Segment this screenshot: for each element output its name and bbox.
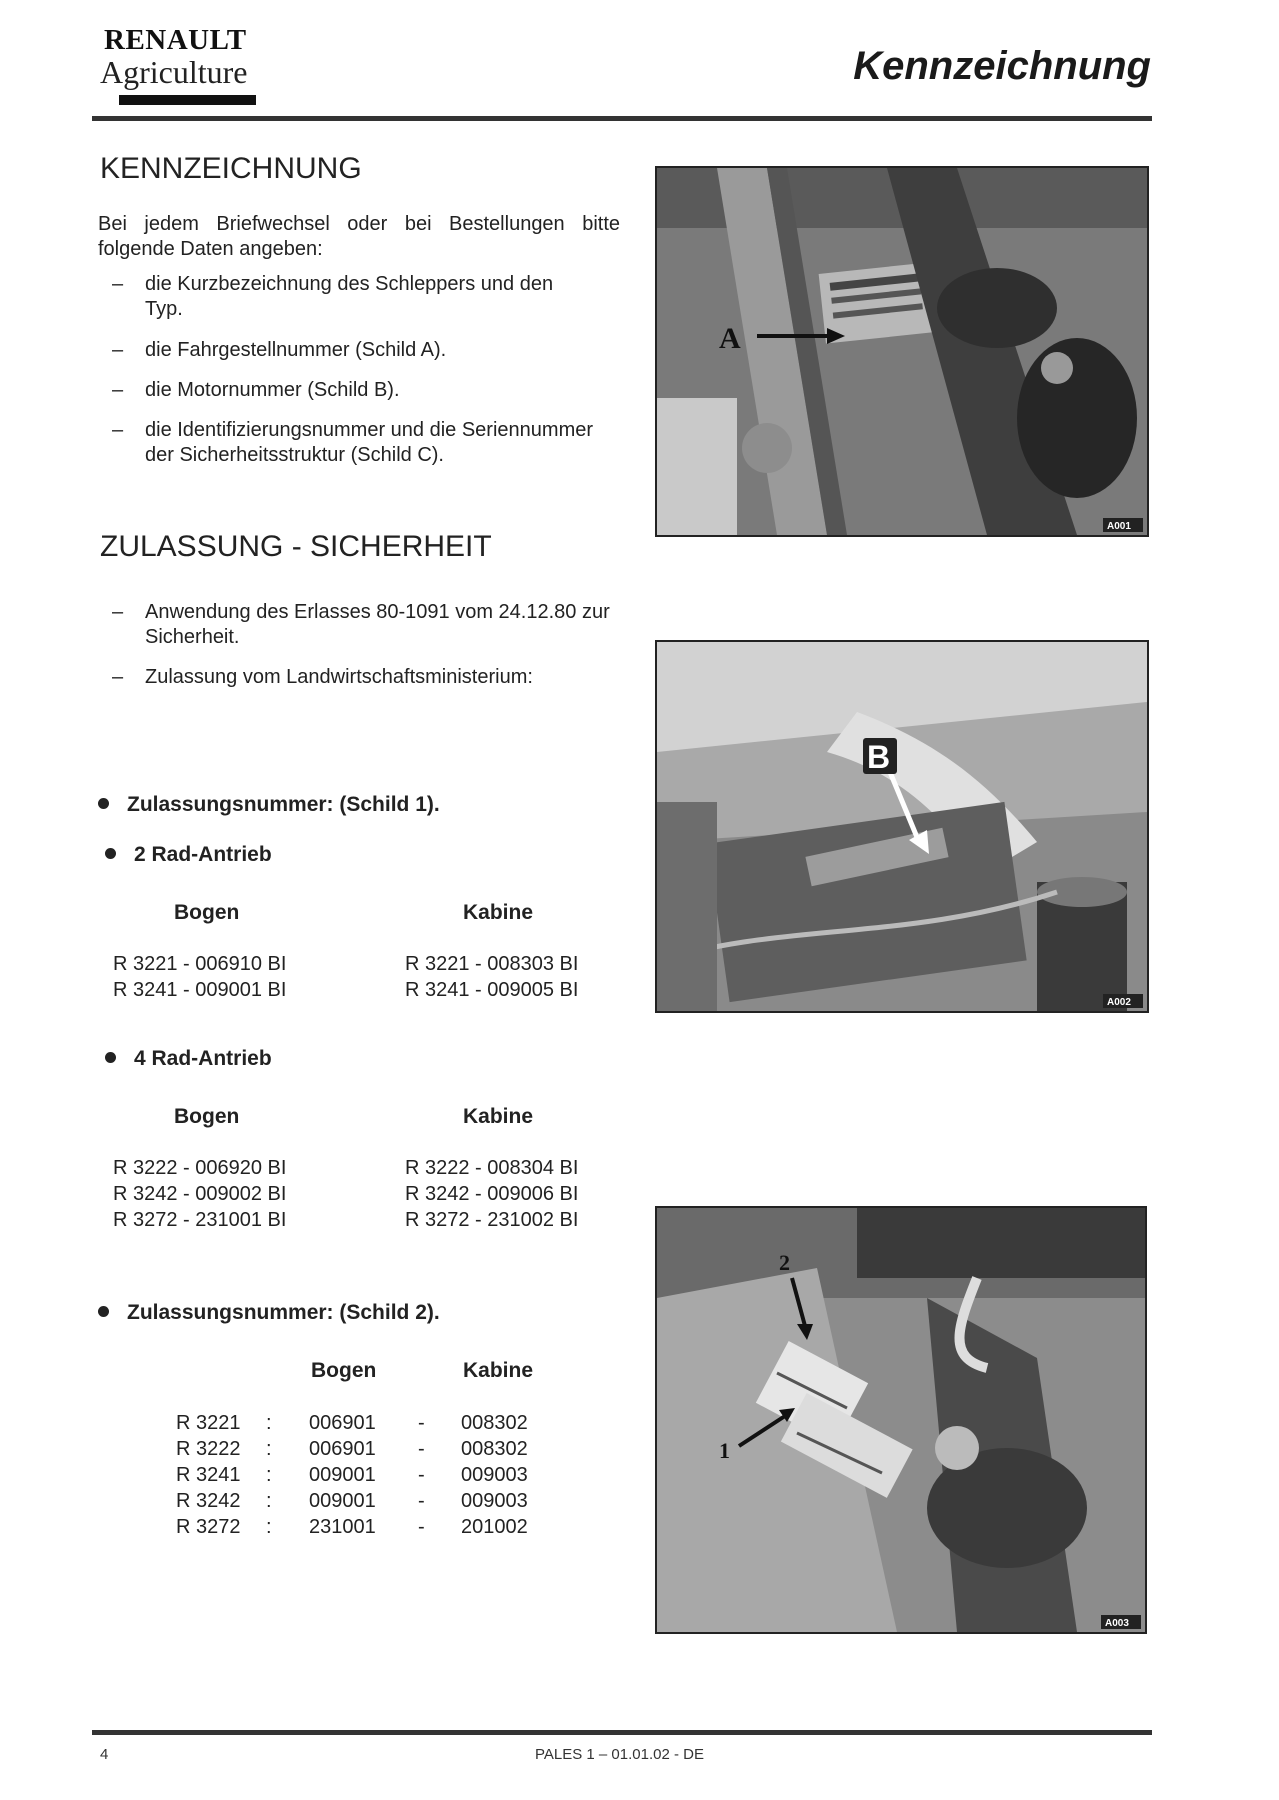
section-heading-kennzeichnung: KENNZEICHNUNG	[100, 152, 362, 185]
table-cell: 008302	[461, 1438, 528, 1460]
table-cell: R 3222 - 008304 BI	[405, 1157, 579, 1179]
document-reference: PALES 1 – 01.01.02 - DE	[535, 1746, 704, 1763]
colon-column: : : : : :	[266, 1412, 272, 1538]
table-cell: 009001	[309, 1490, 376, 1512]
table-cell: R 3221 - 006910 BI	[113, 953, 287, 975]
list-item-text: die Fahrgestellnummer (Schild A).	[145, 339, 447, 361]
table-cell: R 3242 - 009002 BI	[113, 1183, 287, 1205]
model-column	[176, 1410, 241, 1540]
column-header-kabine: Kabine	[463, 1359, 534, 1382]
photo-label: A003	[1105, 1618, 1129, 1629]
group-heading-4wd: 4 Rad-Antrieb	[105, 1047, 272, 1071]
table-cell: 006901	[309, 1412, 376, 1434]
approval-heading-schild-2: Zulassungsnummer: (Schild 2).	[98, 1301, 440, 1325]
photo-chassis-plate	[655, 166, 1149, 537]
column-header-bogen: Bogen	[174, 901, 240, 924]
table-cell: R 3242	[176, 1490, 241, 1512]
table-cell: 009001	[309, 1464, 376, 1486]
table-cell: R 3241	[176, 1464, 241, 1486]
table-cell: R 3272 - 231002 BI	[405, 1209, 579, 1231]
group-heading-2wd: 2 Rad-Antrieb	[105, 843, 272, 867]
photo-label: A002	[1107, 997, 1131, 1008]
separator-column: - - - - -	[418, 1412, 425, 1538]
photo-engine-plate	[655, 640, 1149, 1013]
brand-subtitle: Agriculture	[100, 54, 248, 90]
page-title: Kennzeichnung	[853, 44, 1151, 88]
approval-heading-schild-1: Zulassungsnummer: (Schild 1).	[98, 793, 440, 817]
table-cell: 006901	[309, 1438, 376, 1460]
page-number: 4	[100, 1746, 109, 1763]
list-item-text: Anwendung des Erlasses 80-1091 vom 24.12.80 zur Sicherheit.	[145, 601, 610, 648]
table-cell: R 3222	[176, 1438, 241, 1460]
list-item-text: die Motornummer (Schild B).	[145, 379, 400, 401]
table-row	[113, 1155, 286, 1233]
table-cell: 008302	[461, 1412, 528, 1434]
list-item-text: die Kurzbezeichnung des Schleppers und den Typ.	[145, 273, 554, 320]
intro-paragraph: Bei jedem Briefwechsel oder bei Bestellungen bitte folgende Daten angeben:	[98, 213, 620, 260]
table-cell: R 3272 - 231001 BI	[113, 1209, 287, 1231]
bullet-icon	[98, 798, 109, 809]
callout-label-2: 2	[779, 1250, 790, 1275]
table-cell: 231001	[309, 1516, 376, 1538]
footer-divider	[92, 1730, 1152, 1735]
table-cell: 009003	[461, 1490, 528, 1512]
bogen-column	[309, 1410, 376, 1540]
table-cell: R 3242 - 009006 BI	[405, 1183, 579, 1205]
table-cell: R 3241 - 009005 BI	[405, 979, 579, 1001]
list-item-text: Zulassung vom Landwirtschaftsministerium:	[145, 666, 533, 688]
table-cell: R 3221	[176, 1412, 241, 1434]
header-divider	[92, 116, 1152, 121]
table-cell: 009003	[461, 1464, 528, 1486]
table-cell: R 3222 - 006920 BI	[113, 1157, 287, 1179]
table-cell: R 3241 - 009001 BI	[113, 979, 287, 1001]
table-cell: 201002	[461, 1516, 528, 1538]
brand-name: RENAULT	[104, 24, 247, 56]
column-header-bogen: Bogen	[311, 1359, 377, 1382]
callout-label-1: 1	[719, 1438, 730, 1463]
column-header-kabine: Kabine	[463, 901, 534, 924]
column-header-kabine: Kabine	[463, 1105, 534, 1128]
callout-label-a: A	[719, 322, 741, 355]
bullet-icon	[105, 848, 116, 859]
photo-approval-plates	[655, 1206, 1147, 1634]
section-heading-zulassung: ZULASSUNG - SICHERHEIT	[100, 530, 492, 563]
brand-bar	[119, 95, 256, 105]
table-row	[113, 951, 286, 1003]
column-header-bogen: Bogen	[174, 1105, 240, 1128]
table-row	[405, 1155, 578, 1233]
table-row	[405, 951, 578, 1003]
bullet-icon	[105, 1052, 116, 1063]
photo-label: A001	[1107, 521, 1131, 532]
list-item-text: die Identifizierungsnummer und die Seriennummer der Sicherheitsstruktur (Schild C).	[145, 419, 594, 466]
callout-label-b: B	[867, 739, 891, 775]
table-cell: R 3221 - 008303 BI	[405, 953, 579, 975]
kabine-column	[461, 1410, 528, 1540]
table-cell: R 3272	[176, 1516, 241, 1538]
bullet-icon	[98, 1306, 109, 1317]
